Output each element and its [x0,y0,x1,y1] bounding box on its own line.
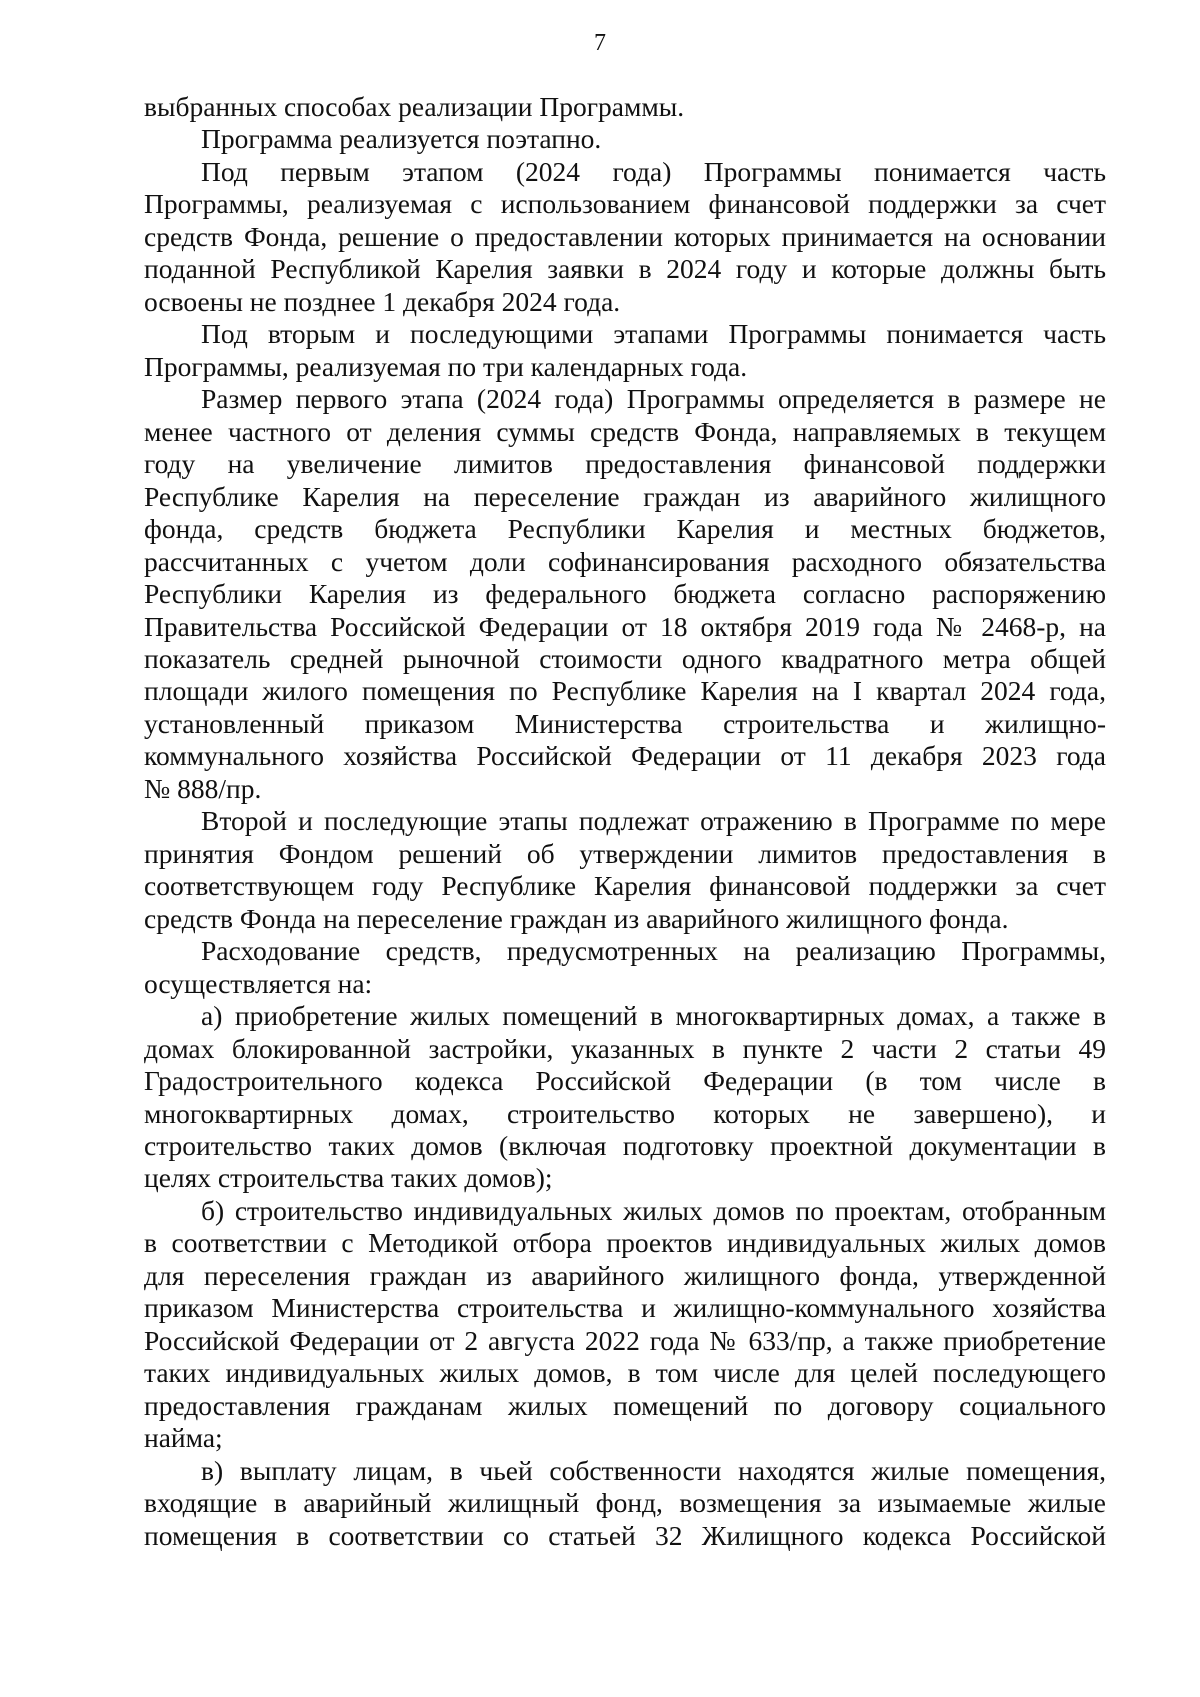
text-line: поданной Республикой Карелия заявки в 2024 году и которые должны быть [144,253,1106,285]
text-line: домах блокированной застройки, указанных в пункте 2 части 2 статьи 49 [144,1032,1106,1064]
text-line: б) строительство индивидуальных жилых домов по проектам, отобранным [201,1194,1106,1226]
text-line: рассчитанных с учетом доли софинансирования расходного обязательства [144,545,1106,577]
text-line: средств Фонда на переселение граждан из аварийного жилищного фонда. [144,902,1009,934]
text-line: принятия Фондом решений об утверждении лимитов предоставления в [144,837,1106,869]
text-line: строительство таких домов (включая подготовку проектной документации в [144,1130,1106,1161]
text-line: менее частного от деления суммы средств Фонда, направляемых в текущем [144,415,1106,447]
page-number: 7 [594,30,606,56]
text-line: таких индивидуальных жилых домов, в том числе для целей последующего [144,1357,1106,1389]
text-line: Программа реализуется поэтапно. [201,123,602,155]
text-line: приказом Министерства строительства и жилищно-коммунального хозяйства [144,1292,1106,1324]
text-line: Правительства Российской Федерации от 18 октября 2019 года № 2468-р, на [144,610,1106,642]
text-line: Расходование средств, предусмотренных на реализацию Программы, [201,935,1106,967]
text-line: осуществляется на: [144,967,373,999]
text-line: входящие в аварийный жилищный фонд, возмещения за изымаемые жилые [144,1487,1106,1519]
text-line: в соответствии с Методикой отбора проектов индивидуальных жилых домов [144,1227,1106,1259]
text-line: а) приобретение жилых помещений в многоквартирных домах, а также в [201,1000,1106,1032]
text-line: фонда, средств бюджета Республики Карелия и местных бюджетов, [144,513,1106,545]
text-line: Программы, реализуемая по три календарных года. [144,350,748,382]
text-line: предоставления гражданам жилых помещений по договору социального [144,1389,1106,1421]
text-line: Республике Карелия на переселение граждан из аварийного жилищного [144,480,1106,512]
text-line: Российской Федерации от 2 августа 2022 года № 633/пр, а также приобретение [144,1324,1106,1356]
text-line: коммунального хозяйства Российской Федерации от 11 декабря 2023 года [144,740,1106,772]
text-line: Под вторым и последующими этапами Программы понимается часть [201,318,1106,350]
text-line: Второй и последующие этапы подлежат отражению в Программе по мере [201,805,1106,837]
text-line: соответствующем году Республике Карелия финансовой поддержки за счет [144,870,1106,902]
text-line: Под первым этапом (2024 года) Программы понимается часть [201,155,1106,187]
text-line: найма; [144,1422,223,1454]
text-line: площади жилого помещения по Республике Карелия на I квартал 2024 года, [144,675,1106,707]
document-body [144,91,1106,1552]
text-line: многоквартирных домах, строительство которых не завершено), и [144,1097,1106,1129]
text-line: Размер первого этапа (2024 года) Программы определяется в размере не [201,383,1106,415]
text-line: помещения в соответствии со статьей 32 Жилищного кодекса Российской [144,1519,1106,1551]
text-line: установленный приказом Министерства строительства и жилищно- [144,707,1106,739]
text-line: средств Фонда, решение о предоставлении которых принимается на основании [144,220,1106,252]
text-line: Градостроительного кодекса Российской Федерации (в том числе в [144,1065,1106,1097]
text-line: № 888/пр. [144,772,262,804]
text-line: для переселения граждан из аварийного жилищного фонда, утвержденной [144,1259,1106,1291]
text-line: выбранных способах реализации Программы. [144,91,685,122]
text-line: освоены не позднее 1 декабря 2024 года. [144,285,621,317]
text-line: Программы, реализуемая с использованием финансовой поддержки за счет [144,188,1106,220]
text-line: году на увеличение лимитов предоставления финансовой поддержки [144,448,1106,480]
text-line: Республики Карелия из федерального бюджета согласно распоряжению [144,578,1106,610]
text-line: показатель средней рыночной стоимости одного квадратного метра общей [144,642,1106,674]
text-line: целях строительства таких домов); [144,1162,553,1194]
text-line: в) выплату лицам, в чьей собственности находятся жилые помещения, [201,1454,1106,1486]
